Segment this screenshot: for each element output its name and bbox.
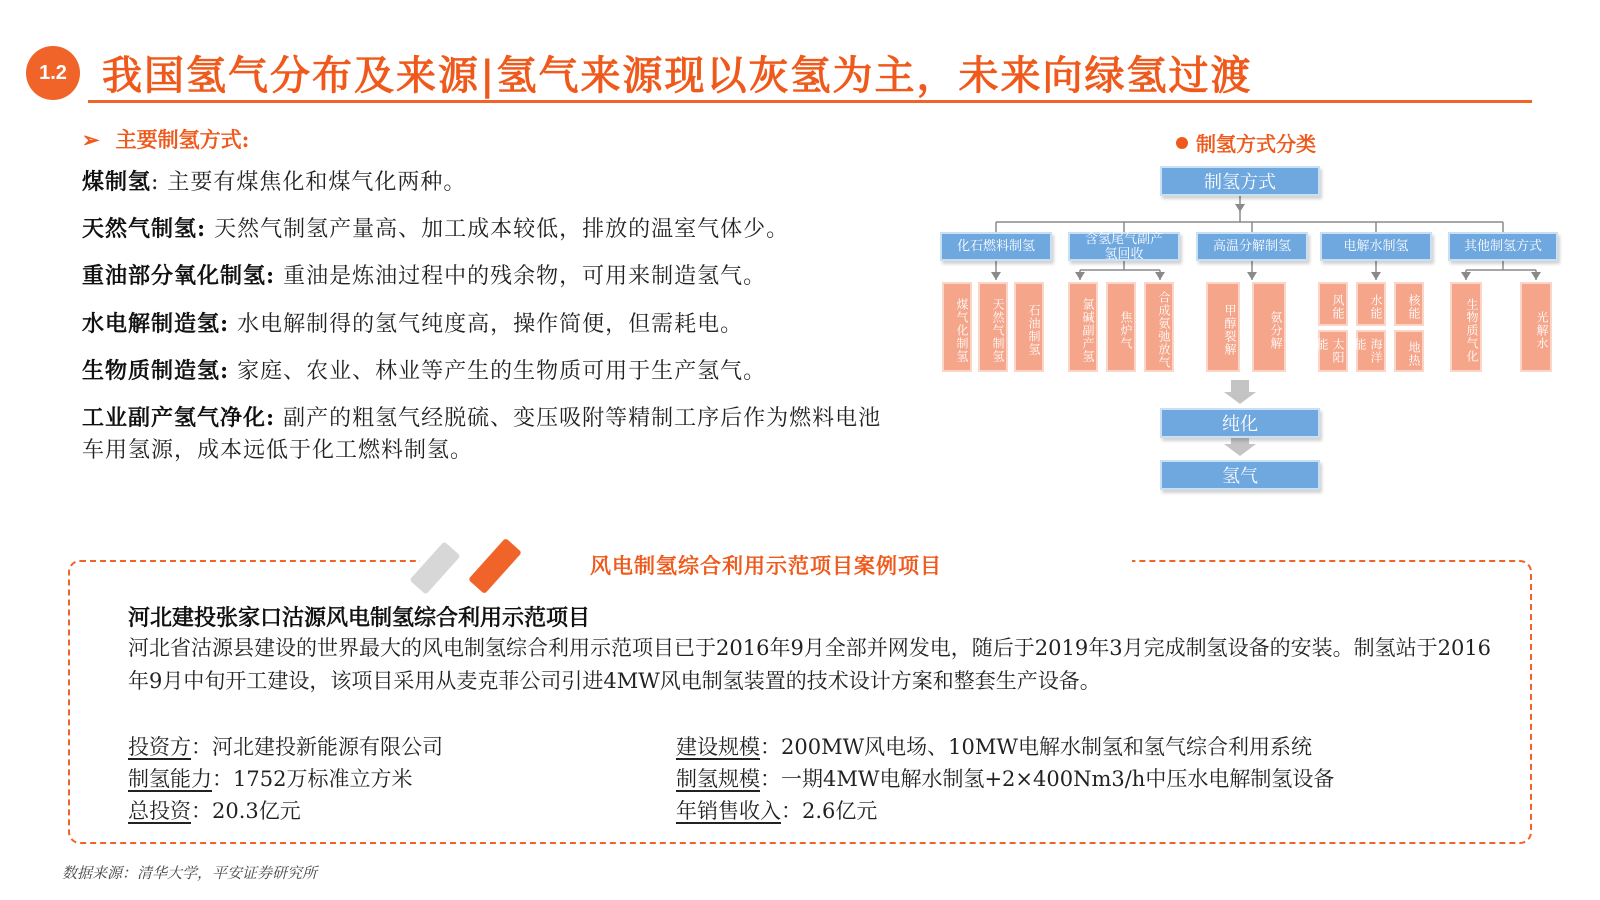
flow-leaf-nuclear: 核能 [1394, 282, 1424, 326]
flow-leaf-ocean: 海洋能 [1356, 330, 1386, 372]
fact-production-capacity [128, 764, 412, 794]
arrow-bullet-icon: ➢ [82, 127, 100, 152]
flow-category-tail-gas: 含氢尾气副产氢回收 [1068, 232, 1180, 261]
flow-leaf-ammonia-purge: 合成氨弛放气 [1144, 282, 1174, 372]
fact-investor [128, 732, 443, 762]
fact-value: ：200MW风电场、10MW电解水制氢和氢气综合利用系统 [760, 735, 1312, 759]
case-study-heading: 风电制氢综合利用示范项目案例项目 [590, 553, 942, 578]
flow-leaf-petroleum: 石油制氢 [1014, 282, 1044, 372]
method-name: 水电解制造氢: [82, 311, 230, 337]
methods-heading-text: 主要制氢方式: [115, 127, 250, 152]
fact-value: ：河北建投新能源有限公司 [191, 735, 443, 759]
fact-value: ：一期4MW电解水制氢+2×400Nm3/h中压水电解制氢设备 [760, 767, 1335, 791]
method-desc: 重油是炼油过程中的残余物，可用来制造氢气。 [275, 264, 767, 289]
flow-category-other: 其他制氢方式 [1448, 232, 1558, 261]
method-name: 天然气制氢: [82, 216, 207, 242]
section-number-badge: 1.2 [26, 46, 80, 100]
flow-leaf-photolysis: 光解水 [1520, 282, 1552, 372]
method-desc: 副产的粗氢气经脱硫、变压吸附等精制工序后作为燃料电池车用氢源，成本远低于化工燃料制氢。 [82, 406, 882, 463]
method-desc: 水电解制得的氢气纯度高，操作简便，但需耗电。 [229, 312, 744, 337]
fact-key: 年销售收入 [676, 799, 781, 823]
data-source-note: 数据来源：清华大学，平安证券研究所 [62, 864, 318, 882]
case-project-title: 河北建投张家口沽源风电制氢综合利用示范项目 [128, 605, 591, 631]
method-desc: 家庭、农业、林业等产生的生物质可用于生产氢气。 [229, 359, 767, 384]
fact-value: ：20.3亿元 [191, 799, 301, 823]
flow-leaf-coke-oven-gas: 焦炉气 [1106, 282, 1136, 372]
fact-key: 制氢能力 [128, 767, 212, 791]
fact-value: ：2.6亿元 [781, 799, 878, 823]
flow-leaf-natural-gas: 天然气制氢 [978, 282, 1008, 372]
flow-leaf-hydro: 水能 [1356, 282, 1386, 326]
fact-key: 制氢规模 [676, 767, 760, 791]
flow-leaf-wind: 风能 [1318, 282, 1348, 326]
method-desc: : 主要有煤焦化和煤气化两种。 [151, 170, 467, 195]
case-description: 河北省沽源县建设的世界最大的风电制氢综合利用示范项目已于2016年9月全部并网发电，随后于2019年3月完成制氢设备的安装。制氢站于2016年9月中旬开工建设，该项目采用从麦克菲公司引进4MW风电制氢装置的技术设计方案和整套生产设备。 [128, 636, 1492, 693]
method-name: 煤制氢 [82, 169, 152, 195]
fact-key: 总投资 [128, 799, 191, 823]
flow-category-pyrolysis: 高温分解制氢 [1196, 232, 1308, 261]
method-name: 生物质制造氢: [82, 358, 230, 384]
flow-purify-box: 纯化 [1160, 408, 1320, 438]
fact-construction-scale [676, 732, 1312, 762]
flow-leaf-geothermal: 地热 [1394, 330, 1424, 372]
flow-root-box: 制氢方式 [1160, 166, 1320, 196]
flow-leaf-biomass-gasification: 生物质气化 [1450, 282, 1482, 372]
fact-key: 投资方 [128, 735, 191, 759]
fact-value: ：1752万标准立方米 [212, 767, 413, 791]
flow-category-electrolysis: 电解水制氢 [1320, 232, 1432, 261]
flow-category-fossil: 化石燃料制氢 [940, 232, 1052, 261]
fact-key: 建设规模 [676, 735, 760, 759]
flow-leaf-methanol-cracking: 甲醇裂解 [1206, 282, 1240, 372]
flow-hydrogen-output-box: 氢气 [1160, 460, 1320, 490]
flow-leaf-solar: 太阳能 [1318, 330, 1348, 372]
fact-annual-revenue [676, 796, 877, 826]
flow-leaf-chlor-alkali: 氯碱副产氢 [1068, 282, 1098, 372]
page-title: 我国氢气分布及来源|氢气来源现以灰氢为主，未来向绿氢过渡 [102, 52, 1253, 99]
flowchart-title-text: 制氢方式分类 [1196, 132, 1316, 156]
flow-leaf-ammonia-decomposition: 氨分解 [1252, 282, 1286, 372]
fact-production-scale [676, 764, 1334, 794]
method-name: 工业副产氢气净化: [82, 405, 276, 431]
method-desc: 天然气制氢产量高、加工成本较低，排放的温室气体少。 [206, 217, 790, 242]
fact-total-investment [128, 796, 301, 826]
flow-leaf-coal-gasification: 煤气化制氢 [942, 282, 972, 372]
method-name: 重油部分氧化制氢: [82, 263, 276, 289]
